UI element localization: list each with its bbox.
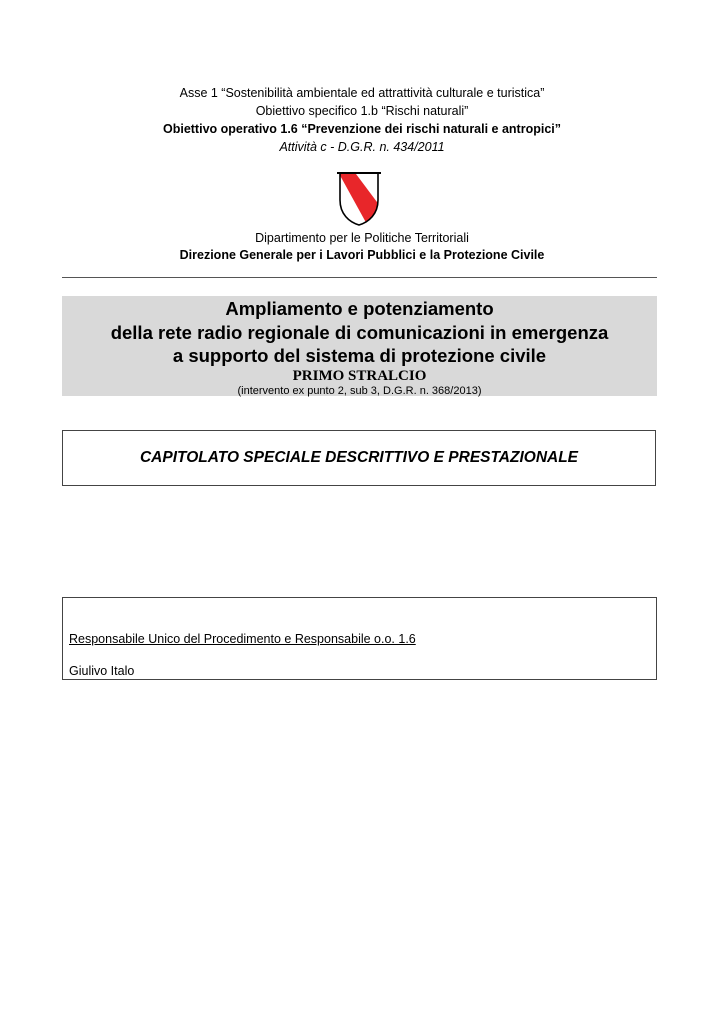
responsible-box (62, 597, 657, 680)
horizontal-divider (62, 277, 657, 278)
project-title-line-1: Ampliamento e potenziamento (225, 298, 494, 319)
responsible-role: Responsabile Unico del Procedimento e Responsabile o.o. 1.6 (69, 632, 416, 646)
project-title-box (62, 296, 657, 396)
project-title-line-2: della rete radio regionale di comunicazioni in emergenza (110, 321, 609, 343)
document-type-title: CAPITOLATO SPECIALE DESCRITTIVO E PRESTAZIONALE (139, 449, 579, 466)
project-reference-note: (intervento ex punto 2, sub 3, D.G.R. n. 368/2013) (237, 384, 482, 397)
project-title-line-3: a supporto del sistema di protezione civile (172, 345, 547, 366)
general-direction-name: Direzione Generale per i Lavori Pubblici e la Protezione Civile (179, 248, 545, 262)
responsible-name: Giulivo Italo (69, 664, 135, 678)
project-phase: PRIMO STRALCIO (292, 367, 427, 384)
specific-objective-line: Obiettivo specifico 1.b “Rischi naturali” (255, 104, 469, 118)
programme-header (0, 84, 724, 156)
department-name: Dipartimento per le Politiche Territoriali (255, 231, 469, 245)
department-block (0, 230, 724, 264)
activity-line: Attività c - D.G.R. n. 434/2011 (279, 140, 445, 154)
axis-line: Asse 1 “Sostenibilità ambientale ed attrattività culturale e turistica” (179, 86, 545, 100)
project-title (62, 296, 657, 368)
region-campania-crest-icon (333, 170, 385, 228)
document-type-box (62, 430, 656, 486)
operative-objective-line: Obiettivo operativo 1.6 “Prevenzione dei rischi naturali e antropici” (162, 122, 562, 136)
